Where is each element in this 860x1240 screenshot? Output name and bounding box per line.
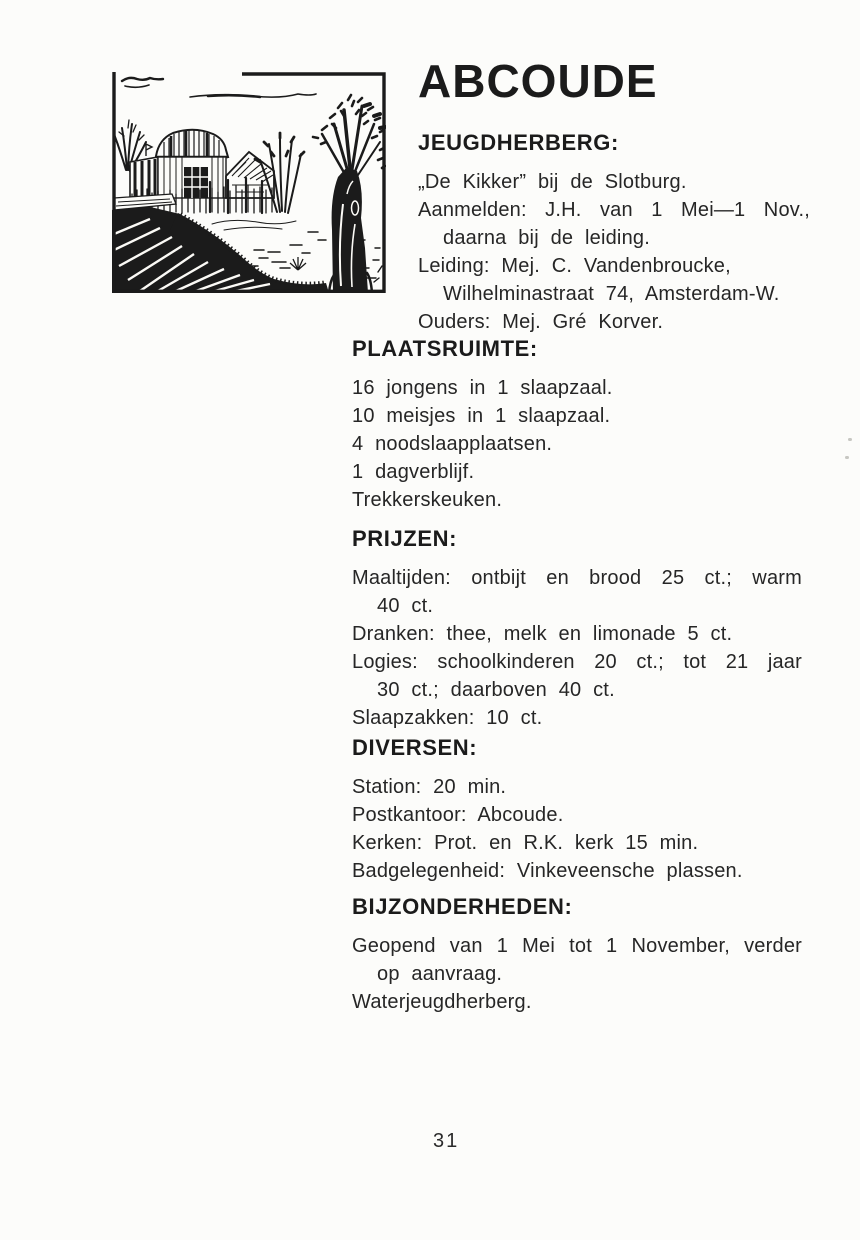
- text-line: Badgelegenheid: Vinkeveensche plassen.: [352, 860, 743, 882]
- sky-clouds: [122, 78, 316, 97]
- text-line: Geopend van 1 Mei tot 1 November, verder: [352, 935, 802, 957]
- text-line: Aanmelden: J.H. van 1 Mei—1 Nov.,: [418, 199, 810, 221]
- header-column: [418, 55, 810, 336]
- hostel-info: [418, 168, 810, 336]
- text-line: Wilhelminastraat 74, Amsterdam-W.: [443, 283, 780, 305]
- text-line: Station: 20 min.: [352, 776, 507, 798]
- section-heading-bijzonderheden: BIJZONDERHEDEN:: [352, 894, 573, 919]
- text-line: Dranken: thee, melk en limonade 5 ct.: [352, 623, 733, 645]
- text-line: „De Kikker” bij de Slotburg.: [418, 171, 687, 193]
- text-line: Slaapzakken: 10 ct.: [352, 707, 543, 729]
- hostel-woodcut-illustration: [112, 72, 386, 293]
- text-line: Maaltijden: ontbijt en brood 25 ct.; warm: [352, 567, 802, 589]
- text-line: 4 noodslaapplaatsen.: [352, 433, 553, 455]
- section-diversen: [352, 735, 802, 885]
- text-line: 40 ct.: [377, 595, 434, 617]
- text-line: 1 dagverblijf.: [352, 461, 475, 483]
- farm-buildings: [130, 130, 274, 198]
- section-bijzonderheden: [352, 894, 802, 1016]
- text-line: 16 jongens in 1 slaapzaal.: [352, 377, 613, 399]
- text-line: Trekkerskeuken.: [352, 489, 503, 511]
- section-prijzen: [352, 526, 802, 732]
- text-line: 10 meisjes in 1 slaapzaal.: [352, 405, 611, 427]
- scan-speck: [845, 456, 849, 459]
- text-line: 30 ct.; daarboven 40 ct.: [377, 679, 615, 701]
- page-number: 31: [433, 1130, 460, 1152]
- section-heading-jeugdherberg: JEUGDHERBERG:: [418, 130, 619, 155]
- text-line: Logies: schoolkinderen 20 ct.; tot 21 jaar: [352, 651, 802, 673]
- text-line: op aanvraag.: [377, 963, 503, 985]
- text-line: Kerken: Prot. en R.K. kerk 15 min.: [352, 832, 699, 854]
- page-title: ABCOUDE: [418, 55, 658, 107]
- section-heading-diversen: DIVERSEN:: [352, 735, 478, 760]
- section-heading-plaatsruimte: PLAATSRUIMTE:: [352, 336, 538, 361]
- river-bank: [112, 194, 329, 293]
- text-line: Postkantoor: Abcoude.: [352, 804, 564, 826]
- text-line: Leiding: Mej. C. Vandenbroucke,: [418, 255, 731, 277]
- section-plaatsruimte: [352, 336, 802, 514]
- text-line: daarna bij de leiding.: [443, 227, 650, 249]
- willow-tree: [313, 95, 385, 293]
- text-line: Ouders: Mej. Gré Korver.: [418, 311, 664, 333]
- scan-speck: [848, 438, 852, 441]
- section-heading-prijzen: PRIJZEN:: [352, 526, 458, 551]
- text-line: Waterjeugdherberg.: [352, 991, 532, 1013]
